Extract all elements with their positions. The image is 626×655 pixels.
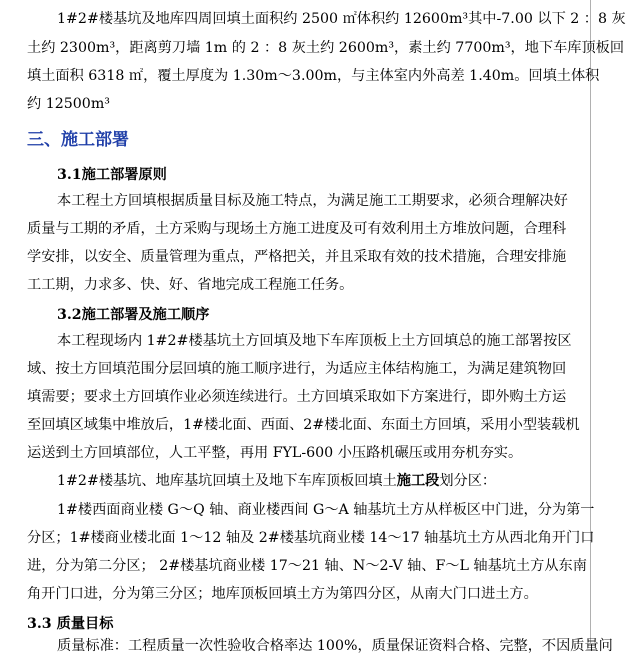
s32-line-5: 运送到土方回填部位，人工平整，再用 FYL-600 小压路机碾压或用夯机夯实。 [27,445,523,461]
zone-line-4: 角开门口进，分为第三分区；地库顶板回填土方为第四分区，从南大门口进土方。 [27,586,538,602]
zone-line-1: 1#楼西面商业楼 G～Q 轴、商业楼西间 G～A 轴基坑土方从样板区中门进，分为第一 [57,502,595,518]
s32-line-3: 填需要；要求土方回填作业必须连续进行。土方回填采取如下方案进行，即外购土方运 [27,389,567,405]
subsection-heading-3-1 [57,164,167,184]
zone-intro-end: 划分区： [439,473,497,489]
zone-intro [57,472,496,490]
subsection-heading-3-2 [57,304,209,324]
subsection-title: 施工部署及施工顺序 [81,307,210,323]
para1-line-2: 土约 2300m³，距离剪刀墙 1m 的 2 ：8 灰土约 2600m³，素土约 7700m³，地下车库顶板回 [27,40,625,56]
zone-intro-bold: 施工段 [396,473,440,489]
zone-intro-text: 1#2#楼基坑、地库基坑回填土及地下车库顶板回填土 [57,473,397,489]
para1-line-4: 约 12500m³ [27,96,110,112]
s31-line-2: 质量与工期的矛盾，土方采购与现场土方施工进度及可有效利用土方堆放问题，合理科 [27,221,567,237]
s32-line-1: 本工程现场内 1#2#楼基坑土方回填及地下车库顶板上土方回填总的施工部署按区 [57,333,572,349]
s32-line-2: 域、按土方回填范围分层回填的施工顺序进行，为适应主体结构施工，为满足建筑物回 [27,361,567,377]
s31-line-3: 学安排，以安全、质量管理为重点，严格把关，并且采取有效的技术措施，合理安排施 [27,249,567,265]
subsection-number: 3.2 [57,307,82,323]
subsection-heading-3-3 [27,613,113,633]
subsection-number: 3.1 [57,167,82,183]
para1-line-3: 填土面积 6318 ㎡，覆土厚度为 1.30m～3.00m，与主体室内外高差 1.40m。回填土体积 [27,68,600,84]
s31-line-1: 本工程土方回填根据质量目标及施工特点，为满足施工工期要求，必须合理解决好 [57,193,568,209]
partial-line: 质量标准：工程质量一次性验收合格率达 100%，质量保证资料合格、完整，不因质量问 [57,638,613,654]
para1-line-1: 1#2#楼基坑及地库四周回填土面积约 2500 ㎡体积约 12600m³其中-7.00 以下 2 ：8 灰 [57,11,626,27]
subsection-title: 质量目标 [56,616,114,632]
zone-line-3: 进，分为第二分区； 2#楼基坑商业楼 17～21 轴、N～2-V 轴、F～L 轴基坑土方从东南 [27,558,587,574]
subsection-number: 3.3 [27,616,52,632]
s31-line-4: 工工期，力求多、快、好、省地完成工程施工任务。 [27,277,354,293]
s32-line-4: 至回填区域集中堆放后，1#楼北面、西面、2#楼北面、东面土方回填，采用小型装载机 [27,417,580,433]
section-heading-3: 三、施工部署 [27,130,129,150]
zone-line-2: 分区；1#楼商业楼北面 1～12 轴及 2#楼基坑商业楼 14～17 轴基坑土方从西北角开门口 [27,530,595,546]
subsection-title: 施工部署原则 [81,167,167,183]
